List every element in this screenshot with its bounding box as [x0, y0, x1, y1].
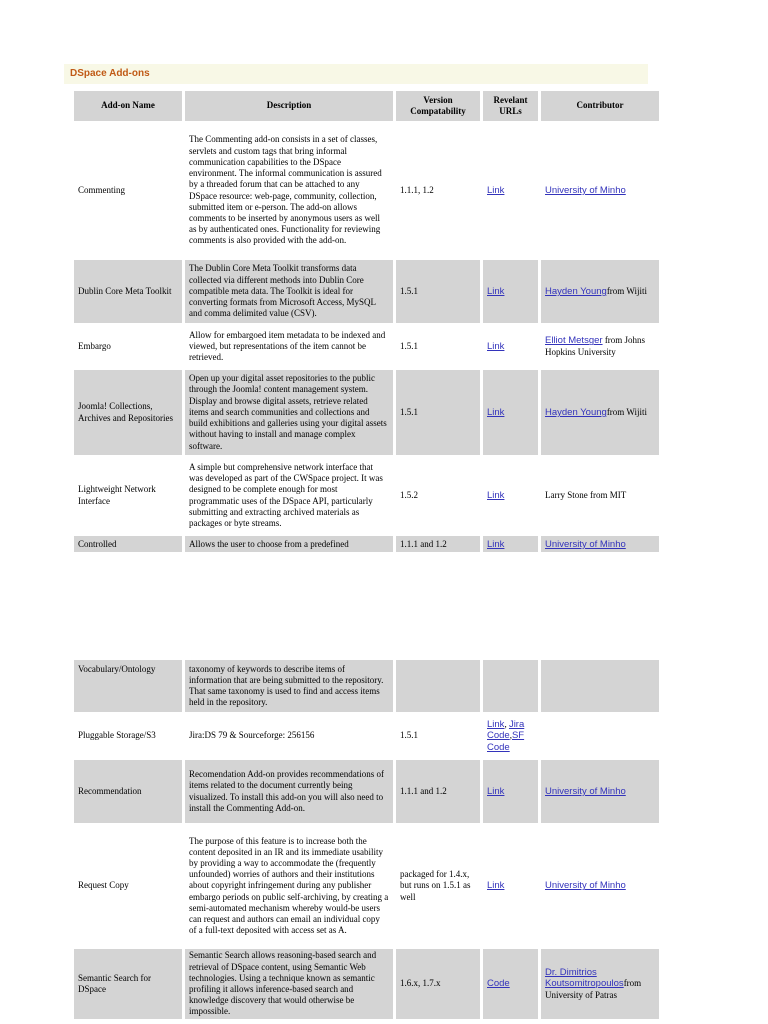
addon-contributor [541, 715, 659, 757]
addon-urls [483, 536, 538, 552]
table-row-commenting [74, 124, 659, 257]
col-header-version: Version Compatability [396, 91, 480, 121]
addon-name: Request Copy [78, 880, 129, 891]
link-separator: , [504, 719, 509, 730]
addon-contributor [541, 458, 659, 533]
addons-table-continued [71, 657, 662, 1022]
addon-version: 1.5.1 [396, 260, 480, 323]
link[interactable]: Link [487, 880, 505, 892]
section-title: DSpace Add-ons [64, 64, 648, 84]
addon-version: 1.5.1 [396, 370, 480, 455]
table-row-controlled [74, 536, 659, 552]
addon-urls [483, 949, 538, 1019]
addon-contributor [541, 124, 659, 257]
addon-description: Recomendation Add-on provides recommendations of items related to the document currently being visualized. To install this add-on you will also need to install the Commenting Add-on. [185, 760, 393, 823]
addon-contributor [541, 536, 659, 552]
addon-urls [483, 326, 538, 367]
addon-description: Open up your digital asset repositories to the public through the Joomla! content management system. Display and browse digital assets, retrieve related items and search communities and collections and build exhibitions and galleries using your digital assets without having to install and manage complex software. [185, 370, 393, 455]
contributor-link[interactable]: University of Minho [545, 539, 626, 550]
col-header-description: Description [185, 91, 393, 121]
addon-version: 1.5.1 [400, 730, 418, 741]
addon-name: Controlled [74, 536, 182, 552]
table-row-pluggable-storage [74, 715, 659, 757]
addons-table [71, 88, 662, 552]
link[interactable]: Link [487, 285, 505, 297]
table-row-recommendation [74, 760, 659, 823]
addon-urls [483, 124, 538, 257]
contributor-link[interactable]: Dr. Dimitrios Koutsomitropoulos [545, 967, 624, 990]
addon-urls [483, 760, 538, 823]
addon-name: Joomla! Collections, Archives and Repositories [74, 370, 182, 455]
addon-description: taxonomy of keywords to describe items of information that are being submitted to the repository. That same taxonomy is used to find and access items held in the repository. [185, 660, 393, 712]
addon-description: Allows the user to choose from a predefined [185, 536, 393, 552]
addon-version: 1.1.1 and 1.2 [396, 536, 480, 552]
addon-version: 1.1.1 and 1.2 [396, 760, 480, 823]
addon-contributor [541, 760, 659, 823]
addon-description: The purpose of this feature is to increase both the content deposited in an IR and its immediate usability by providing a way to accommodate the (frequently unfounded) worries of authors and their institutions about copyright infringement during any publisher embargo periods on public self-archiving, by creating a semi-automated mechanism whereby would-be users can request and authors can email an individual copy of a full-text deposited with access set as A. [189, 835, 389, 936]
addon-urls [483, 826, 538, 946]
link[interactable]: Link [487, 406, 505, 418]
addon-name: Semantic Search for DSpace [74, 949, 182, 1019]
link[interactable]: Link [487, 489, 505, 501]
addon-urls [483, 458, 538, 533]
addon-name: Dublin Core Meta Toolkit [74, 260, 182, 323]
addon-urls [483, 370, 538, 455]
link-separator: , [509, 730, 512, 741]
contributor-text: from Wijiti [606, 406, 648, 417]
addon-description: The Commenting add-on consists in a set of classes, servlets and custom tags that bring informal communication capabilities to the DSpace environment. The informal communication is assured by a threaded forum that can be attached to any DSpace resource: web-page, community, collection, submitted item or e-person. The add-on allows comments to be inserted by anonymous users as well as by authenticated ones. Functionality for reviewing comments is also provided with the add-on. [189, 134, 382, 246]
addon-name: Vocabulary/Ontology [74, 660, 182, 712]
col-header-contributor: Contributor [541, 91, 659, 121]
addon-description: Jira:DS 79 & Sourceforge: 256156 [189, 730, 315, 741]
addon-version: 1.5.1 [400, 340, 418, 351]
link[interactable]: Link [487, 719, 505, 731]
jira-code-link[interactable]: Jira Code [487, 719, 525, 742]
contributor-text: Larry Stone from MIT [545, 489, 627, 500]
addon-urls [483, 715, 538, 757]
table-row-vocabulary [74, 660, 659, 712]
table-row-joomla [74, 370, 659, 455]
col-header-name: Add-on Name [74, 91, 182, 121]
addon-description: A simple but comprehensive network interface that was developed as part of the CWSpace project. It was designed to be complete enough for most programmatic uses of the DSpace API, particularly submitting and extracting archived materials as packages or byte streams. [189, 461, 383, 528]
table-row-embargo [74, 326, 659, 367]
table-row-lightweight-network [74, 458, 659, 533]
table-header-row [74, 91, 659, 121]
addon-contributor [541, 826, 659, 946]
contributor-link[interactable]: University of Minho [545, 184, 626, 196]
code-link[interactable]: Code [487, 978, 510, 990]
link[interactable]: Link [487, 340, 505, 352]
contributor-link[interactable]: Hayden Young [545, 285, 607, 297]
addon-contributor [541, 660, 659, 712]
table-row-request-copy [74, 826, 659, 946]
addon-urls [483, 260, 538, 323]
link[interactable]: Link [487, 539, 505, 550]
addon-urls [483, 660, 538, 712]
addon-version: 1.5.2 [400, 489, 418, 500]
addon-contributor [541, 260, 659, 323]
addon-name: Recommendation [74, 760, 182, 823]
addon-name: Pluggable Storage/S3 [78, 730, 156, 741]
contributor-link[interactable]: University of Minho [545, 785, 626, 797]
addon-description: The Dublin Core Meta Toolkit transforms data collected via different methods into Dublin Core compatible meta data. The Toolkit is ideal for converting formats from Microsoft Access, MySQL and comma delimited value (CSV). [185, 260, 393, 323]
addon-version: 1.6.x, 1.7.x [396, 949, 480, 1019]
addon-description: Allow for embargoed item metadata to be indexed and viewed, but representations of the item cannot be retrieved. [189, 329, 386, 363]
addon-name: Embargo [78, 340, 111, 351]
sf-code-link[interactable]: SF Code [487, 730, 525, 753]
contributor-text: from Wijiti [606, 285, 648, 296]
addon-version: packaged for 1.4.x, but runs on 1.5.1 as well [400, 869, 471, 902]
addon-contributor [541, 949, 659, 1019]
addon-name: Lightweight Network Interface [78, 484, 156, 506]
addon-version: 1.1.1, 1.2 [400, 184, 434, 195]
addon-version [396, 660, 480, 712]
contributor-text: from Johns Hopkins University [545, 335, 646, 357]
contributor-link[interactable]: Hayden Young [545, 406, 607, 418]
link[interactable]: Link [487, 184, 505, 196]
addon-name: Commenting [78, 184, 125, 195]
table-row-dublin-core [74, 260, 659, 323]
table-row-semantic-search [74, 949, 659, 1019]
addon-description: Semantic Search allows reasoning-based search and retrieval of DSpace content, using Semantic Web technologies. Using a technique known as semantic profiling it allows inference-based search and knowledge discovery that would otherwise be impossible. [185, 949, 393, 1019]
link[interactable]: Link [487, 785, 505, 797]
contributor-text: from University of Patras [545, 978, 642, 1000]
contributor-link[interactable]: Elliot Metsger [545, 335, 603, 347]
addon-contributor [541, 326, 659, 367]
addon-contributor [541, 370, 659, 455]
contributor-link[interactable]: University of Minho [545, 880, 626, 892]
col-header-urls: Revelant URLs [483, 91, 538, 121]
